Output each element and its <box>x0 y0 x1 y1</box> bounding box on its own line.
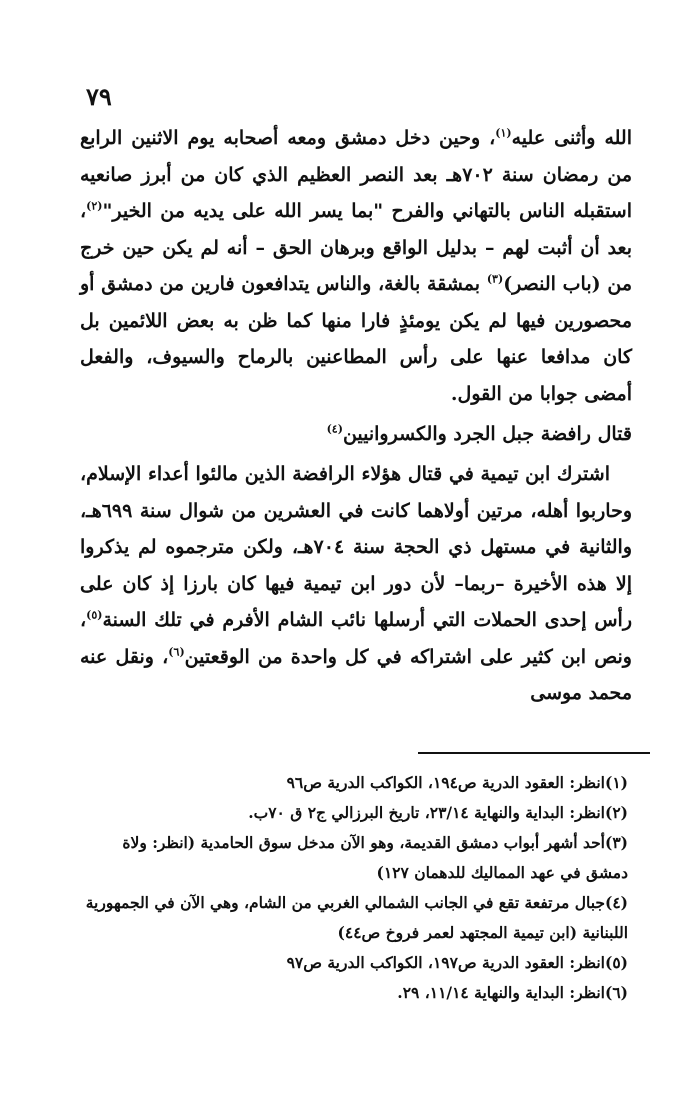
main-text <box>80 120 632 712</box>
footnote-ref-2: (٢) <box>86 199 103 213</box>
footnote-1: (١)انظر: العقود الدرية ص١٩٤، الكواكب الدرية ص٩٦ <box>286 773 628 792</box>
footnote-2: (٢)انظر: البداية والنهاية ٢٣/١٤، تاريخ البرزالي ج٢ ق ٧٠ب. <box>248 803 628 822</box>
text-run: ، بعد أن أثبت لهم – بدليل الواقع وبرهان الحق – أنه لم يكن حين خرج من (باب النصر) <box>80 200 632 295</box>
text-run: الله وأثنى عليه <box>511 127 632 149</box>
text-run: اشترك ابن تيمية في قتال هؤلاء الرافضة الذين مالئوا أعداء الإسلام، وحاربوا أهله، مرتين أولاهما كانت في العشرين من شوال سنة ٦٩٩هـ، والثانية في مستهل ذي الحجة سنة ٧٠٤هـ، ولكن مترجموه لم يذكروا إلا هذه الأخيرة –ربما– لأن دور ابن تيمية فيها كان بارزا إذ كان على رأس إحدى الحملات التي أرسلها نائب الشام الأفرم في تلك السنة <box>80 463 633 631</box>
footnote-ref-4: (٤) <box>326 422 343 436</box>
paragraph-1 <box>80 120 632 412</box>
text-run: ، وحين دخل دمشق ومعه أصحابه يوم الاثنين الرابع من رمضان سنة ٧٠٢هـ بعد النصر العظيم الذي كان من أبرز صانعيه استقبله الناس بالتهاني والفرح "بما يسر الله على يديه من الخير" <box>80 127 632 222</box>
page-number: ٧٩ <box>86 82 112 111</box>
section-heading <box>80 412 632 456</box>
section-heading-text: قتال رافضة جبل الجرد والكسروانيين <box>342 423 632 445</box>
footnote-separator <box>418 752 650 754</box>
paragraph-2 <box>80 456 632 712</box>
footnote-ref-6: (٦) <box>168 645 185 659</box>
footnote-5: (٥)انظر: العقود الدرية ص١٩٧، الكواكب الدرية ص٩٧ <box>286 953 628 972</box>
text-run: ، ونص ابن كثير على اشتراكه في كل واحدة من الوقعتين <box>80 609 632 668</box>
footnotes <box>80 768 650 1008</box>
footnote-3: (٣)أحد أشهر أبواب دمشق القديمة، وهو الآن مدخل سوق الحامدية (انظر: ولاة دمشق في عهد المماليك للدهمان ١٢٧) <box>122 833 628 882</box>
footnote-4: (٤)جبال مرتفعة تقع في الجانب الشمالي الغربي من الشام، وهي الآن في الجمهورية اللبنانية (ابن تيمية المجتهد لعمر فروخ ص٤٤) <box>85 893 628 942</box>
footnote-6: (٦)انظر: البداية والنهاية ١١/١٤، ٢٩. <box>397 983 628 1002</box>
footnote-ref-1: (١) <box>495 126 512 140</box>
text-run: بمشقة بالغة، والناس يتدافعون فارين من دمشق أو محصورين فيها لم يكن يومئذٍ فارا منها كما ظن به بعض اللائمين بل كان مدافعا عنها على رأس المطاعنين بالرماح والسيوف، والفعل أمضى جوابا من القول. <box>80 273 632 405</box>
text-run: ، ونقل عنه محمد موسى <box>80 645 632 704</box>
footnote-ref-5: (٥) <box>86 608 103 622</box>
footnote-ref-3: (٣) <box>486 272 504 286</box>
